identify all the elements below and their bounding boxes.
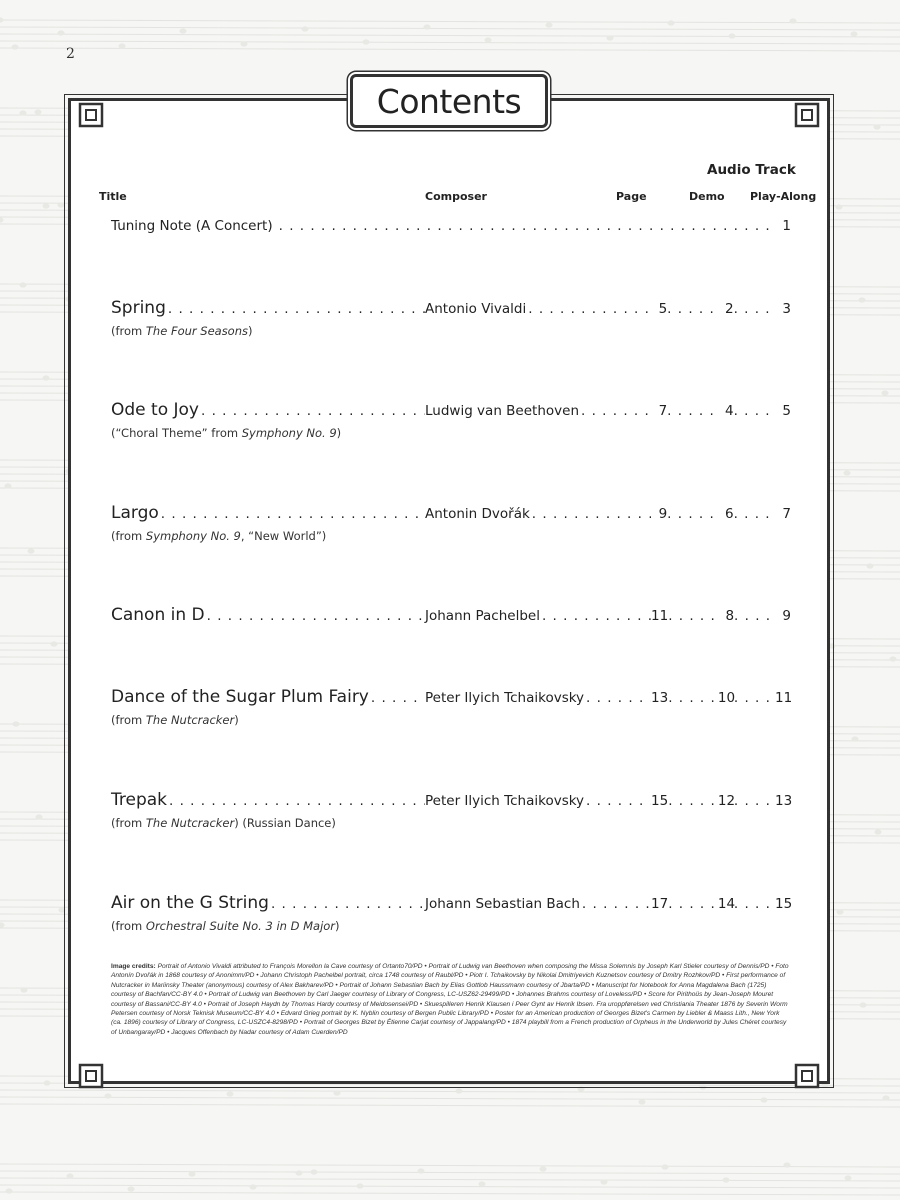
leader-dots xyxy=(668,608,720,624)
source-suffix: ) xyxy=(336,426,342,440)
corner-ornament-top-left xyxy=(77,101,107,131)
entry-play-along-track: 7 xyxy=(782,506,791,522)
entry-source xyxy=(111,816,791,830)
entry-page: 5 xyxy=(658,301,668,317)
credits-label: Image credits: xyxy=(111,963,156,970)
entry-demo-track: 2 xyxy=(724,301,734,317)
entry-source xyxy=(111,919,791,933)
entry-composer: Peter Ilyich Tchaikovsky xyxy=(425,793,585,809)
source-work: Orchestral Suite No. 3 in D Major xyxy=(145,919,336,933)
image-credits xyxy=(111,962,791,1037)
source-prefix: (from xyxy=(111,713,146,727)
entry-page: 11 xyxy=(651,608,669,624)
source-work: Symphony No. 9 xyxy=(145,529,241,543)
entry-play-along-track: 3 xyxy=(782,301,791,317)
toc-entry[interactable] xyxy=(111,298,791,338)
toc-entry-tuning[interactable] xyxy=(111,218,791,240)
entry-source xyxy=(111,426,791,440)
entry-source xyxy=(111,529,791,543)
entry-title: Air on the G String xyxy=(111,893,269,913)
entry-play-along-track: 11 xyxy=(775,690,793,706)
page-number: 2 xyxy=(66,46,75,62)
toc-entry[interactable] xyxy=(111,687,791,727)
leader-dots xyxy=(734,506,777,522)
page-column-header: Page xyxy=(616,190,647,203)
entry-demo-track: 4 xyxy=(724,403,734,419)
leader-dots xyxy=(279,218,777,234)
leader-dots xyxy=(667,506,719,522)
entry-page: 7 xyxy=(658,403,668,419)
leader-dots xyxy=(586,793,651,809)
leader-dots xyxy=(734,793,775,809)
source-work: The Four Seasons xyxy=(145,324,249,338)
leader-dots xyxy=(201,403,425,419)
source-suffix: ) xyxy=(234,713,239,727)
toc-entry[interactable] xyxy=(111,503,791,543)
entry-play-along-track: 15 xyxy=(775,896,793,912)
entry-demo-track: 10 xyxy=(717,690,736,706)
source-work: Symphony No. 9 xyxy=(241,426,337,440)
page-title: Contents xyxy=(376,81,522,121)
entry-composer: Antonio Vivaldi xyxy=(425,301,527,317)
contents-title-plate xyxy=(350,74,548,128)
entry-title: Spring xyxy=(111,298,166,318)
source-work: The Nutcracker xyxy=(145,713,235,727)
leader-dots xyxy=(271,896,425,912)
source-suffix: ) (Russian Dance) xyxy=(234,816,336,830)
toc-entry[interactable] xyxy=(111,605,791,627)
entry-page: 15 xyxy=(651,793,669,809)
leader-dots xyxy=(582,896,651,912)
leader-dots xyxy=(668,690,718,706)
leader-dots xyxy=(734,896,775,912)
corner-ornament-top-right xyxy=(793,101,823,131)
entry-title: Tuning Note (A Concert) xyxy=(111,218,273,234)
leader-dots xyxy=(542,608,651,624)
leader-dots xyxy=(581,403,651,419)
leader-dots xyxy=(734,690,775,706)
entry-source xyxy=(111,713,791,727)
leader-dots xyxy=(528,301,651,317)
contents-frame xyxy=(68,98,830,1084)
source-prefix: (from xyxy=(111,919,146,933)
entry-title: Largo xyxy=(111,503,159,523)
source-prefix: (from xyxy=(111,324,146,338)
entry-demo-track: 12 xyxy=(717,793,736,809)
leader-dots xyxy=(668,896,718,912)
corner-ornament-bottom-right xyxy=(793,1062,823,1092)
leader-dots xyxy=(586,690,651,706)
composer-column-header: Composer xyxy=(425,190,487,203)
leader-dots xyxy=(734,403,777,419)
entry-title: Ode to Joy xyxy=(111,400,199,420)
entry-page: 9 xyxy=(658,506,668,522)
entry-page: 17 xyxy=(651,896,669,912)
source-suffix: ) xyxy=(248,324,253,338)
entry-source xyxy=(111,324,791,338)
source-suffix: , “New World”) xyxy=(240,529,327,543)
entry-play-along-track: 9 xyxy=(782,608,791,624)
source-prefix: (from xyxy=(111,529,146,543)
leader-dots xyxy=(371,690,425,706)
leader-dots xyxy=(168,301,425,317)
entry-play-along-track: 13 xyxy=(775,793,793,809)
leader-dots xyxy=(667,403,719,419)
entry-track: 1 xyxy=(782,218,791,234)
corner-ornament-bottom-left xyxy=(77,1062,107,1092)
source-prefix: (“Choral Theme” from xyxy=(111,426,242,440)
entry-title: Trepak xyxy=(111,790,168,810)
leader-dots xyxy=(734,608,777,624)
title-column-header: Title xyxy=(99,190,127,203)
entry-demo-track: 6 xyxy=(724,506,734,522)
entry-composer: Johann Pachelbel xyxy=(425,608,540,624)
entry-play-along-track: 5 xyxy=(782,403,791,419)
entry-title: Dance of the Sugar Plum Fairy xyxy=(111,687,369,707)
entry-title: Canon in D xyxy=(111,605,205,625)
entry-composer: Ludwig van Beethoven xyxy=(425,403,580,419)
audio-track-header: Audio Track xyxy=(707,162,796,178)
credits-text: Portrait of Antonio Vivaldi attributed to François Morellon la Cave courtesy of Ortanto70/PD • Portrait of Ludwig van Beethoven when composing the Missa Solemnis by Joseph Karl Stieler courtesy of Dennis/PD • Foto Antonín Dvořák in 1868 courtesy of Anonimm/PD • Johann Christoph Pachelbel portrait, circa 1748 courtesy of Raubl/PD • Piotr I. Tchaikovsky by Nikolai Dmitriyevich Kuznetsov courtesy of Dmitry Rozhkov/PD • First performance of Nutcracker in Mariinsky Theater (anonymous) courtesy of Alex Bakharev/PD • Portrait of Johann Sebastian Bach by Elias Gottlob Haussmann courtesy of Jbarta/PD • Manuscript for Notebook for Anna Magdalena Bach (1725) courtesy of Bachfan/CC-BY 4.0 • Portrait of Ludwig van Beethoven by Carl Jaeger courtesy of Library of Congress, LC-USZ62-29499/PD • Johannes Brahms courtesy of Loveless/PD • Score for Pirithoüs by Jean-Joseph Mouret courtesy of Bassani/CC-BY 4.0 • Portrait of Joseph Haydn by Thomas Hardy courtesy of Meidosensei/PD • Skuespilleren Henrik Klausen i Peer Gynt av Henrik Ibsen. Fra uroppførelsen ved Christiania Theater 1876 by Severin Worm Petersen courtesy of Norsk Teknisk Museum/CC-BY 4.0 • Edvard Grieg portrait by K. Nyblin courtesy of Bergen Public Library/PD • Poster for an American production of Georges Bizet's Carmen by Liebler & Maass Lith., New York (ca. 1896) courtesy of Library of Congress, LC-USZC4-8298/PD • Portrait of Georges Bizet by Étienne Carjat courtesy of Jappalang/PD • 1874 playbill from a French production of Orpheus in the Underworld by Jules Chéret courtesy of Unbangaray/PD • Jacques Offenbach by Nadar courtesy of Adam Cuerden/PD xyxy=(111,963,789,1036)
entry-composer: Johann Sebastian Bach xyxy=(425,896,580,912)
leader-dots xyxy=(161,506,425,522)
play-along-column-header: Play-Along xyxy=(750,190,817,203)
leader-dots xyxy=(207,608,425,624)
source-work: The Nutcracker xyxy=(145,816,235,830)
entry-demo-track: 14 xyxy=(717,896,736,912)
leader-dots xyxy=(169,793,425,809)
entry-demo-track: 8 xyxy=(725,608,735,624)
toc-entry[interactable] xyxy=(111,893,791,933)
entry-page: 13 xyxy=(651,690,669,706)
leader-dots xyxy=(667,301,719,317)
demo-column-header: Demo xyxy=(689,190,725,203)
toc-entry[interactable] xyxy=(111,400,791,440)
entry-composer: Peter Ilyich Tchaikovsky xyxy=(425,690,585,706)
entry-composer: Antonin Dvořák xyxy=(425,506,530,522)
toc-entry[interactable] xyxy=(111,790,791,830)
leader-dots xyxy=(532,506,651,522)
source-suffix: ) xyxy=(335,919,340,933)
leader-dots xyxy=(734,301,777,317)
leader-dots xyxy=(668,793,718,809)
source-prefix: (from xyxy=(111,816,146,830)
